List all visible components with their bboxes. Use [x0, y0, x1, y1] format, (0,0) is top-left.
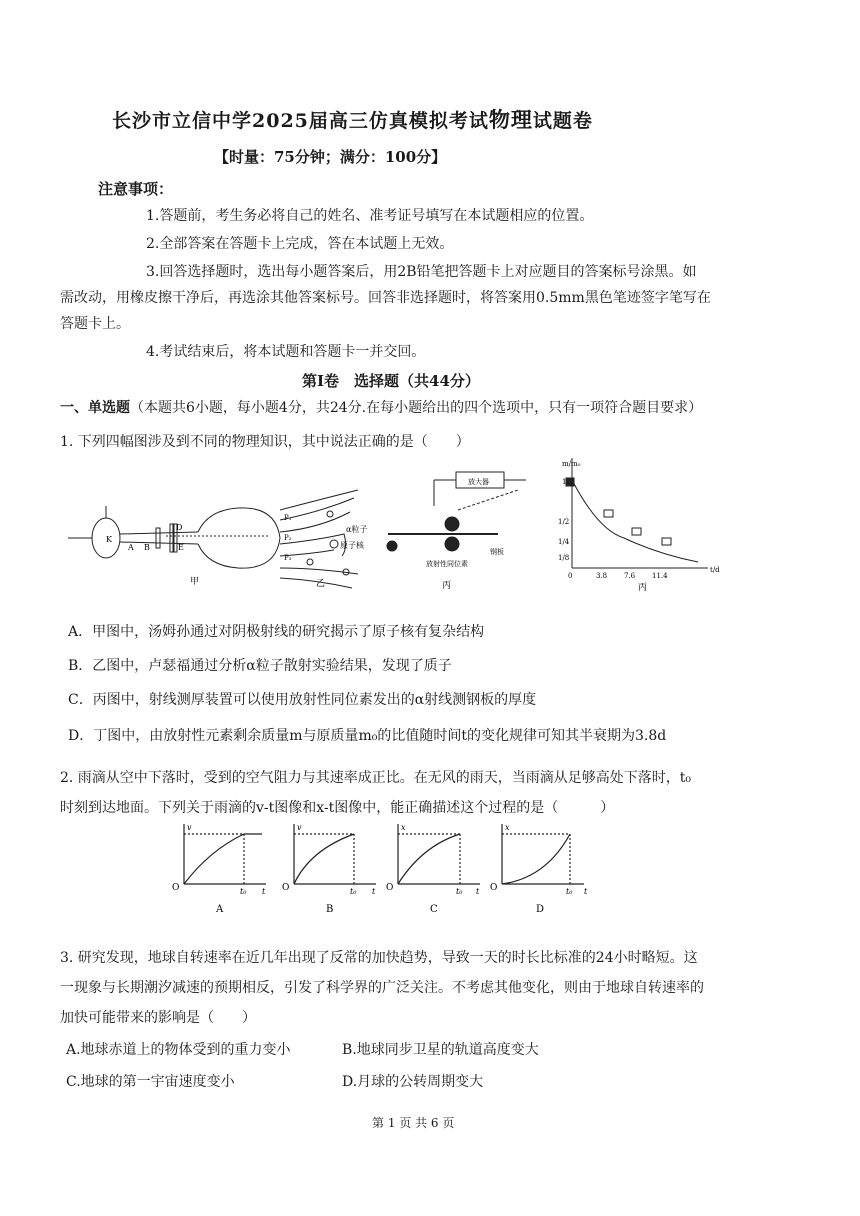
q1-figures — [58, 450, 778, 600]
notice-heading: 注意事项： — [98, 180, 174, 198]
label-source: 放射性同位素 — [426, 560, 468, 568]
label-nucleus: 原子核 — [340, 541, 364, 550]
label-p3: P₃ — [284, 554, 292, 562]
label-e: E — [178, 543, 184, 552]
notice-item-2: 2.全部答案在答题卡上完成，答在本试题上无效。 — [146, 236, 454, 252]
cathode-ray-tube-figure — [68, 506, 280, 568]
notice-item-3-end: 答题卡上。 — [60, 316, 130, 332]
notice-item-1: 1.答题前，考生务必将自己的姓名、准考证号填写在本试题相应的位置。 — [146, 208, 594, 224]
caption-yi: 乙 — [316, 579, 326, 589]
graph-c-label: C — [430, 904, 438, 914]
graph-a-y: v — [187, 823, 192, 832]
q1-option-b: B．乙图中，卢瑟福通过分析α粒子散射实验结果，发现了质子 — [68, 658, 452, 674]
label-m-m0: m/m₀ — [562, 460, 581, 468]
graph-b-x: t — [372, 887, 376, 896]
graph-b-t0: t₀ — [350, 887, 357, 896]
graph-c-origin: O — [386, 883, 394, 893]
caption-ding: 丙 — [638, 583, 648, 593]
x-tick-7.6: 7.6 — [624, 572, 636, 580]
q3-option-a: A.地球赤道上的物体受到的重力变小 — [66, 1042, 291, 1058]
label-alpha: α粒子 — [346, 525, 368, 534]
notice-item-4: 4.考试结束后，将本试题和答题卡一并交回。 — [146, 344, 426, 360]
q1-option-d: D．丁图中，由放射性元素剩余质量m与原质量m₀的比值随时间t的变化规律可知其半衰期为3.8d — [68, 728, 667, 744]
graph-d-y: x — [505, 823, 510, 832]
q1-option-a: A．甲图中，汤姆孙通过对阴极射线的研究揭示了原子核有复杂结构 — [68, 624, 485, 640]
graph-a-origin: O — [172, 883, 180, 893]
graph-c-y: x — [401, 823, 406, 832]
section-title: 第Ⅰ卷 选择题（共44分） — [302, 372, 480, 390]
label-t-d: t/d — [710, 566, 720, 574]
graph-d-t0: t₀ — [566, 887, 573, 896]
q2-stem-line2: 时刻到达地面。下列关于雨滴的v-t图像和x-t图像中，能正确描述这个过程的是（ ） — [60, 800, 615, 816]
y-tick-quarter: 1/4 — [558, 538, 570, 546]
exam-duration: 【时量：75分钟；满分：100分】 — [214, 148, 447, 166]
caption-jia: 甲 — [190, 577, 200, 587]
y-tick-1: 1 — [562, 478, 567, 486]
label-steel: 钢板 — [490, 548, 504, 556]
exam-title: 长沙市立信中学2025届高三仿真模拟考试物理试题卷 — [112, 107, 593, 132]
label-p1: P₁ — [284, 514, 292, 522]
thickness-gauge-figure — [387, 472, 526, 551]
page-footer: 第 1 页 共 6 页 — [372, 1116, 455, 1130]
label-d: D — [176, 523, 183, 532]
graph-a-label: A — [216, 904, 224, 914]
graph-b — [294, 824, 376, 884]
y-tick-eighth: 1/8 — [558, 554, 570, 562]
notice-item-3-cont: 需改动，用橡皮擦干净后，再选涂其他答案标号。回答非选择题时，将答案用0.5mm黑色笔迹签字笔写在 — [60, 290, 711, 306]
notice-item-3: 3.回答选择题时，选出每小题答案后，用2B铅笔把答题卡上对应题目的答案标号涂黑。如 — [146, 264, 697, 280]
q1-stem: 1. 下列四幅图涉及到不同的物理知识，其中说法正确的是（ ） — [60, 434, 470, 450]
graph-a — [184, 824, 266, 884]
q3-option-d: D.月球的公转周期变大 — [342, 1074, 484, 1090]
graph-c — [398, 824, 480, 884]
q1-option-c: C．丙图中，射线测厚装置可以使用放射性同位素发出的α射线测钢板的厚度 — [68, 692, 537, 708]
label-amplifier: 放大器 — [468, 478, 489, 486]
graph-d-label: D — [536, 904, 545, 914]
q2-stem-line1: 2. 雨滴从空中下落时，受到的空气阻力与其速率成正比。在无风的雨天，当雨滴从足够高处下落时，t₀ — [60, 770, 692, 786]
q3-stem-line1: 3. 研究发现，地球自转速率在近几年出现了反常的加快趋势，导致一天的时长比标准的24小时略短。这 — [60, 950, 698, 966]
graph-d — [502, 824, 584, 884]
q3-option-c: C.地球的第一宇宙速度变小 — [66, 1074, 235, 1090]
label-origin: 0 — [568, 572, 573, 580]
graph-c-x: t — [476, 887, 480, 896]
alpha-scattering-figure — [280, 490, 358, 588]
graph-b-origin: O — [282, 883, 290, 893]
q2-graphs — [170, 820, 600, 914]
part-heading: 一、单选题（本题共6小题，每小题4分，共24分.在每小题给出的四个选项中，只有一项符合题目要求） — [60, 400, 703, 416]
graph-d-x: t — [584, 887, 588, 896]
q3-option-b: B.地球同步卫星的轨道高度变大 — [342, 1042, 539, 1058]
y-tick-half: 1/2 — [558, 518, 570, 526]
graph-b-y: v — [297, 823, 302, 832]
decay-curve-figure — [566, 458, 708, 568]
graph-b-label: B — [326, 904, 334, 914]
label-k: K — [106, 535, 112, 544]
label-p2: P₂ — [284, 534, 292, 542]
graph-a-t0: t₀ — [240, 887, 247, 896]
caption-bing: 丙 — [442, 581, 452, 591]
label-a: A — [128, 543, 134, 552]
q3-stem-line2: 一现象与长期潮汐减速的预期相反，引发了科学界的广泛关注。不考虑其他变化，则由于地球自转速率的 — [60, 980, 704, 996]
q3-stem-line3: 加快可能带来的影响是（ ） — [60, 1010, 256, 1026]
graph-a-x: t — [262, 887, 266, 896]
graph-d-origin: O — [490, 883, 498, 893]
graph-c-t0: t₀ — [456, 887, 463, 896]
x-tick-11.4: 11.4 — [652, 572, 668, 580]
x-tick-3.8: 3.8 — [596, 572, 608, 580]
label-b: B — [144, 543, 150, 552]
